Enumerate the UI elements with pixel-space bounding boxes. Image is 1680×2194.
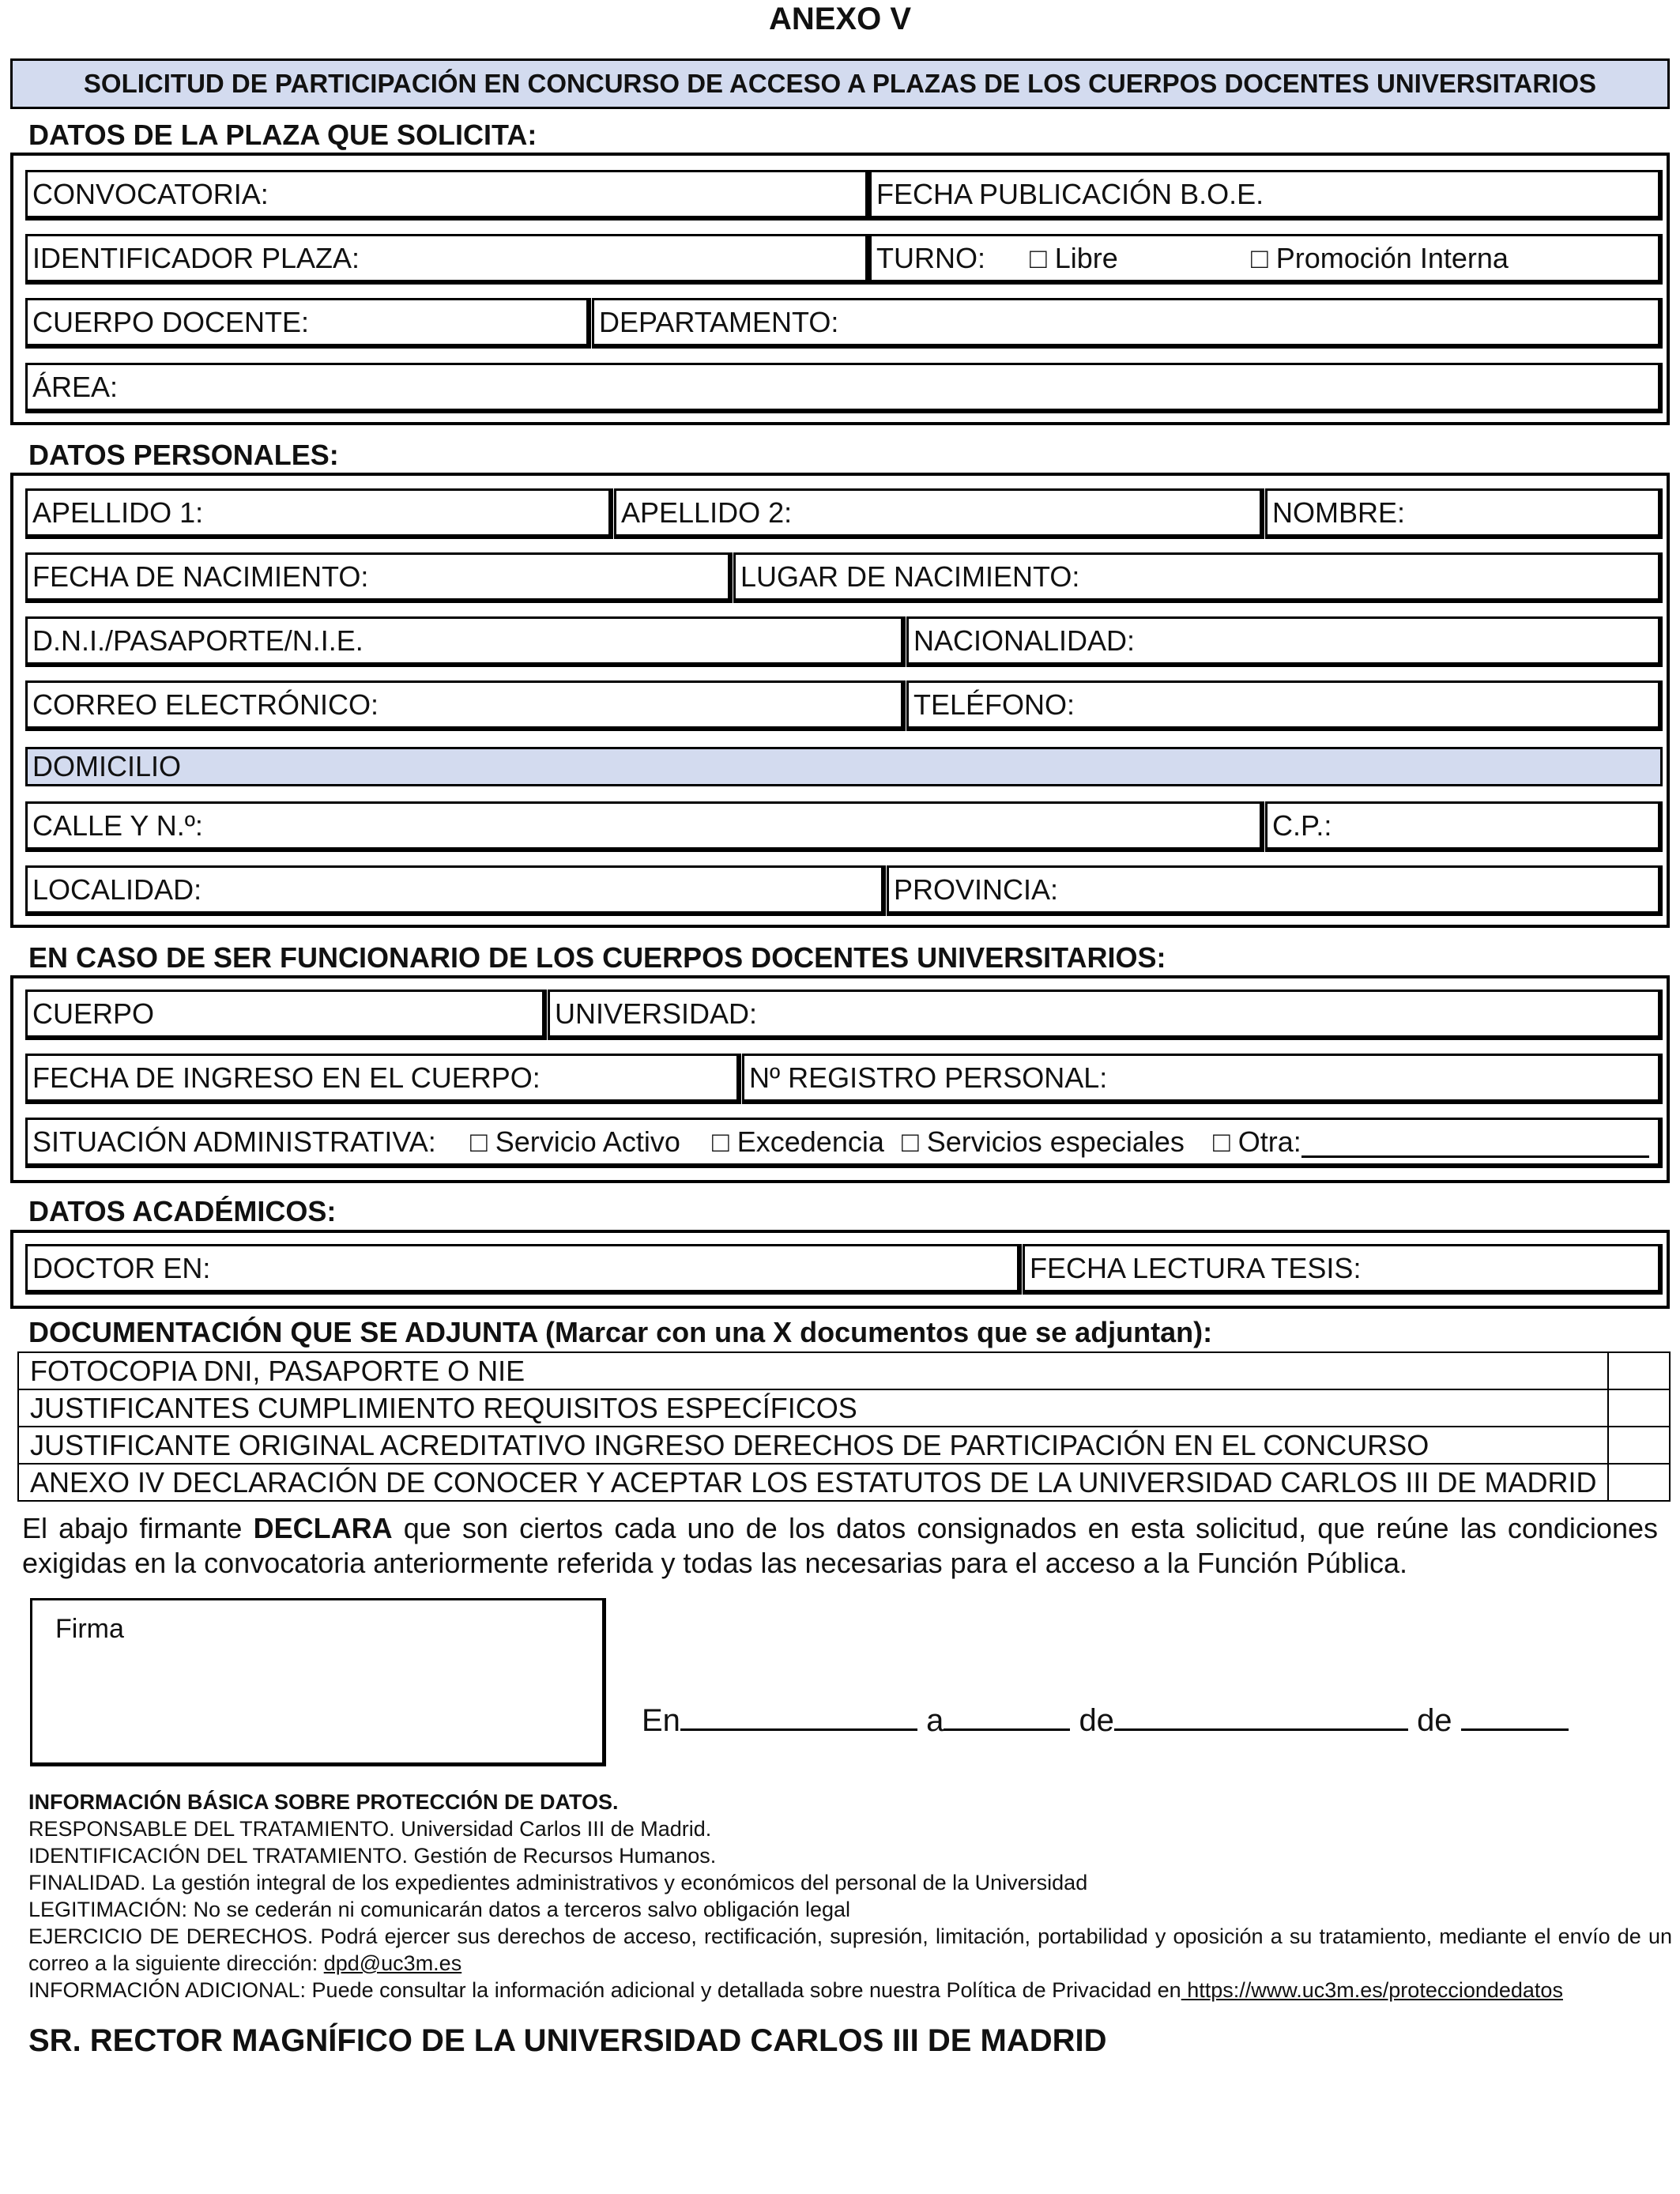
turno-field: [869, 234, 1663, 285]
domicilio-header: [25, 747, 1663, 786]
fecha-tesis-field[interactable]: [1023, 1244, 1663, 1295]
documentacion-table: [17, 1351, 1671, 1502]
correo-field[interactable]: [25, 680, 906, 731]
doc-checkbox[interactable]: [1608, 1352, 1670, 1389]
calle-label: CALLE Y N.º:: [32, 809, 203, 842]
academicos-heading: DATOS ACADÉMICOS:: [28, 1195, 337, 1227]
table-row: [18, 1352, 1670, 1389]
fecha-ingreso-label: FECHA DE INGRESO EN EL CUERPO:: [32, 1061, 541, 1094]
documentacion-heading: [28, 1316, 1212, 1349]
doc-label: ANEXO IV DECLARACIÓN DE CONOCER Y ACEPTAR LOS ESTATUTOS DE LA UNIVERSIDAD CARLOS III DE MADRID: [18, 1464, 1608, 1501]
nacionalidad-label: NACIONALIDAD:: [913, 624, 1136, 657]
cuerpo-field[interactable]: [25, 990, 547, 1040]
table-row: [18, 1427, 1670, 1464]
rector-addressee: SR. RECTOR MAGNÍFICO DE LA UNIVERSIDAD CARLOS III DE MADRID: [28, 2023, 1107, 2058]
declaracion-pre: El abajo firmante: [22, 1512, 254, 1544]
documentacion-heading-note: (Marcar con una X documentos que se adjuntan):: [537, 1316, 1213, 1348]
nacionalidad-field[interactable]: [906, 616, 1663, 667]
turno-libre-checkbox[interactable]: □ Libre: [1030, 242, 1118, 274]
fecha-tesis-label: FECHA LECTURA TESIS:: [1030, 1252, 1362, 1284]
situacion-label: SITUACIÓN ADMINISTRATIVA:: [32, 1125, 436, 1158]
fecha-nacimiento-label: FECHA DE NACIMIENTO:: [32, 560, 369, 593]
identificador-plaza-label: IDENTIFICADOR PLAZA:: [32, 242, 360, 274]
departamento-field[interactable]: [592, 298, 1663, 349]
correo-label: CORREO ELECTRÓNICO:: [32, 688, 379, 721]
privacy-ejercicio-text: EJERCICIO DE DERECHOS. Podrá ejercer sus derechos de acceso, rectificación, supresión, limitación, portabilidad y oposición a su tratamiento, mediante el envío de un correo a la siguiente dirección:: [28, 1924, 1672, 1975]
privacy-url-link[interactable]: https://www.uc3m.es/protecciondedatos: [1181, 1978, 1563, 2002]
doc-label: FOTOCOPIA DNI, PASAPORTE O NIE: [18, 1352, 1608, 1389]
turno-promocion-checkbox[interactable]: □ Promoción Interna: [1251, 242, 1509, 274]
turno-label: TURNO:: [876, 242, 985, 274]
fecha-ingreso-field[interactable]: [25, 1054, 741, 1104]
privacy-responsable: RESPONSABLE DEL TRATAMIENTO. Universidad Carlos III de Madrid.: [28, 1817, 712, 1841]
lugar-nacimiento-field[interactable]: [733, 552, 1663, 603]
date-de1: de: [1079, 1703, 1114, 1738]
otra-input-line[interactable]: [1301, 1123, 1649, 1158]
calle-field[interactable]: [25, 801, 1264, 852]
documentacion-heading-bold: DOCUMENTACIÓN QUE SE ADJUNTA: [28, 1316, 538, 1348]
situacion-field: [25, 1118, 1663, 1168]
fecha-boe-field[interactable]: [869, 170, 1663, 221]
excedencia-checkbox[interactable]: □ Excedencia: [712, 1125, 884, 1158]
cp-label: C.P.:: [1272, 809, 1332, 842]
apellido1-label: APELLIDO 1:: [32, 496, 204, 529]
privacy-adicional: [28, 1977, 1672, 2004]
personales-heading: DATOS PERSONALES:: [28, 439, 339, 471]
apellido2-field[interactable]: [614, 488, 1264, 539]
plaza-section: [10, 153, 1670, 425]
universidad-label: UNIVERSIDAD:: [555, 997, 758, 1030]
otra-checkbox[interactable]: □ Otra:: [1213, 1125, 1301, 1158]
convocatoria-label: CONVOCATORIA:: [32, 178, 269, 210]
table-row: [18, 1389, 1670, 1427]
universidad-field[interactable]: [548, 990, 1663, 1040]
registro-personal-field[interactable]: [742, 1054, 1663, 1104]
privacy-legitimacion: LEGITIMACIÓN: No se cederán ni comunicarán datos a terceros salvo obligación legal: [28, 1898, 851, 1921]
fecha-boe-label: FECHA PUBLICACIÓN B.O.E.: [876, 178, 1264, 210]
cp-field[interactable]: [1265, 801, 1663, 852]
dni-label: D.N.I./PASAPORTE/N.I.E.: [32, 624, 363, 657]
provincia-field[interactable]: [887, 865, 1663, 916]
identificador-plaza-field[interactable]: [25, 234, 870, 285]
doc-checkbox[interactable]: [1608, 1389, 1670, 1427]
declaracion-post: que son ciertos cada uno de los datos consignados en esta solicitud, que reúne las condiciones exigidas en la convocatoria anteriormente referida y todas las necesarias para el acceso a la Función Pública.: [22, 1512, 1658, 1579]
area-field[interactable]: [25, 363, 1663, 413]
servicios-especiales-checkbox[interactable]: □ Servicios especiales: [902, 1125, 1185, 1158]
departamento-label: DEPARTAMENTO:: [599, 306, 839, 338]
nombre-label: NOMBRE:: [1272, 496, 1406, 529]
provincia-label: PROVINCIA:: [894, 873, 1059, 906]
form-title: SOLICITUD DE PARTICIPACIÓN EN CONCURSO DE ACCESO A PLAZAS DE LOS CUERPOS DOCENTES UNIVERSITARIOS: [10, 58, 1670, 109]
privacy-identificacion: IDENTIFICACIÓN DEL TRATAMIENTO. Gestión de Recursos Humanos.: [28, 1844, 717, 1868]
servicio-activo-checkbox[interactable]: □ Servicio Activo: [470, 1125, 680, 1158]
cuerpo-docente-field[interactable]: [25, 298, 591, 349]
date-line: [642, 1701, 1569, 1739]
personales-section: [10, 473, 1670, 928]
declaracion-text: [22, 1511, 1658, 1581]
apellido1-field[interactable]: [25, 488, 613, 539]
date-en: En: [642, 1703, 680, 1738]
localidad-label: LOCALIDAD:: [32, 873, 202, 906]
date-de2: de: [1417, 1703, 1452, 1738]
funcionario-heading: EN CASO DE SER FUNCIONARIO DE LOS CUERPOS DOCENTES UNIVERSITARIOS:: [28, 941, 1166, 974]
signature-label: Firma: [55, 1614, 124, 1644]
date-a: a: [926, 1703, 944, 1738]
doc-label: JUSTIFICANTE ORIGINAL ACREDITATIVO INGRESO DERECHOS DE PARTICIPACIÓN EN EL CONCURSO: [18, 1427, 1608, 1464]
privacy-finalidad: FINALIDAD. La gestión integral de los expedientes administrativos y económicos del personal de la Universidad: [28, 1871, 1088, 1894]
privacy-email-link[interactable]: dpd@uc3m.es: [323, 1951, 462, 1975]
academicos-section: [10, 1230, 1670, 1309]
annex-title: ANEXO V: [768, 2, 912, 36]
registro-personal-label: Nº REGISTRO PERSONAL:: [749, 1061, 1108, 1094]
privacy-adicional-text: INFORMACIÓN ADICIONAL: Puede consultar la información adicional y detallada sobre nuestra Política de Privacidad en: [28, 1978, 1181, 2002]
doc-checkbox[interactable]: [1608, 1464, 1670, 1501]
doc-label: JUSTIFICANTES CUMPLIMIENTO REQUISITOS ESPECÍFICOS: [18, 1389, 1608, 1427]
doctor-field[interactable]: [25, 1244, 1022, 1295]
area-label: ÁREA:: [32, 371, 119, 403]
telefono-field[interactable]: [906, 680, 1663, 731]
date-year-blank[interactable]: [1461, 1701, 1569, 1731]
date-day-blank[interactable]: [944, 1701, 1070, 1731]
fecha-nacimiento-field[interactable]: [25, 552, 733, 603]
cuerpo-docente-label: CUERPO DOCENTE:: [32, 306, 310, 338]
localidad-field[interactable]: [25, 865, 886, 916]
privacy-heading: INFORMACIÓN BÁSICA SOBRE PROTECCIÓN DE DATOS.: [28, 1790, 619, 1814]
declaracion-bold: DECLARA: [253, 1512, 393, 1544]
cuerpo-label: CUERPO: [32, 997, 155, 1030]
funcionario-section: [10, 975, 1670, 1183]
domicilio-label: DOMICILIO: [32, 750, 182, 782]
doc-checkbox[interactable]: [1608, 1427, 1670, 1464]
plaza-heading: DATOS DE LA PLAZA QUE SOLICITA:: [28, 119, 537, 151]
telefono-label: TELÉFONO:: [913, 688, 1075, 721]
lugar-nacimiento-label: LUGAR DE NACIMIENTO:: [740, 560, 1080, 593]
nombre-field[interactable]: [1265, 488, 1663, 539]
table-row: [18, 1464, 1670, 1501]
convocatoria-field[interactable]: [25, 170, 870, 221]
dni-field[interactable]: [25, 616, 906, 667]
apellido2-label: APELLIDO 2:: [621, 496, 793, 529]
date-place-blank[interactable]: [680, 1701, 917, 1731]
date-month-blank[interactable]: [1114, 1701, 1408, 1731]
doctor-label: DOCTOR EN:: [32, 1252, 211, 1284]
privacy-ejercicio: [28, 1923, 1672, 1977]
